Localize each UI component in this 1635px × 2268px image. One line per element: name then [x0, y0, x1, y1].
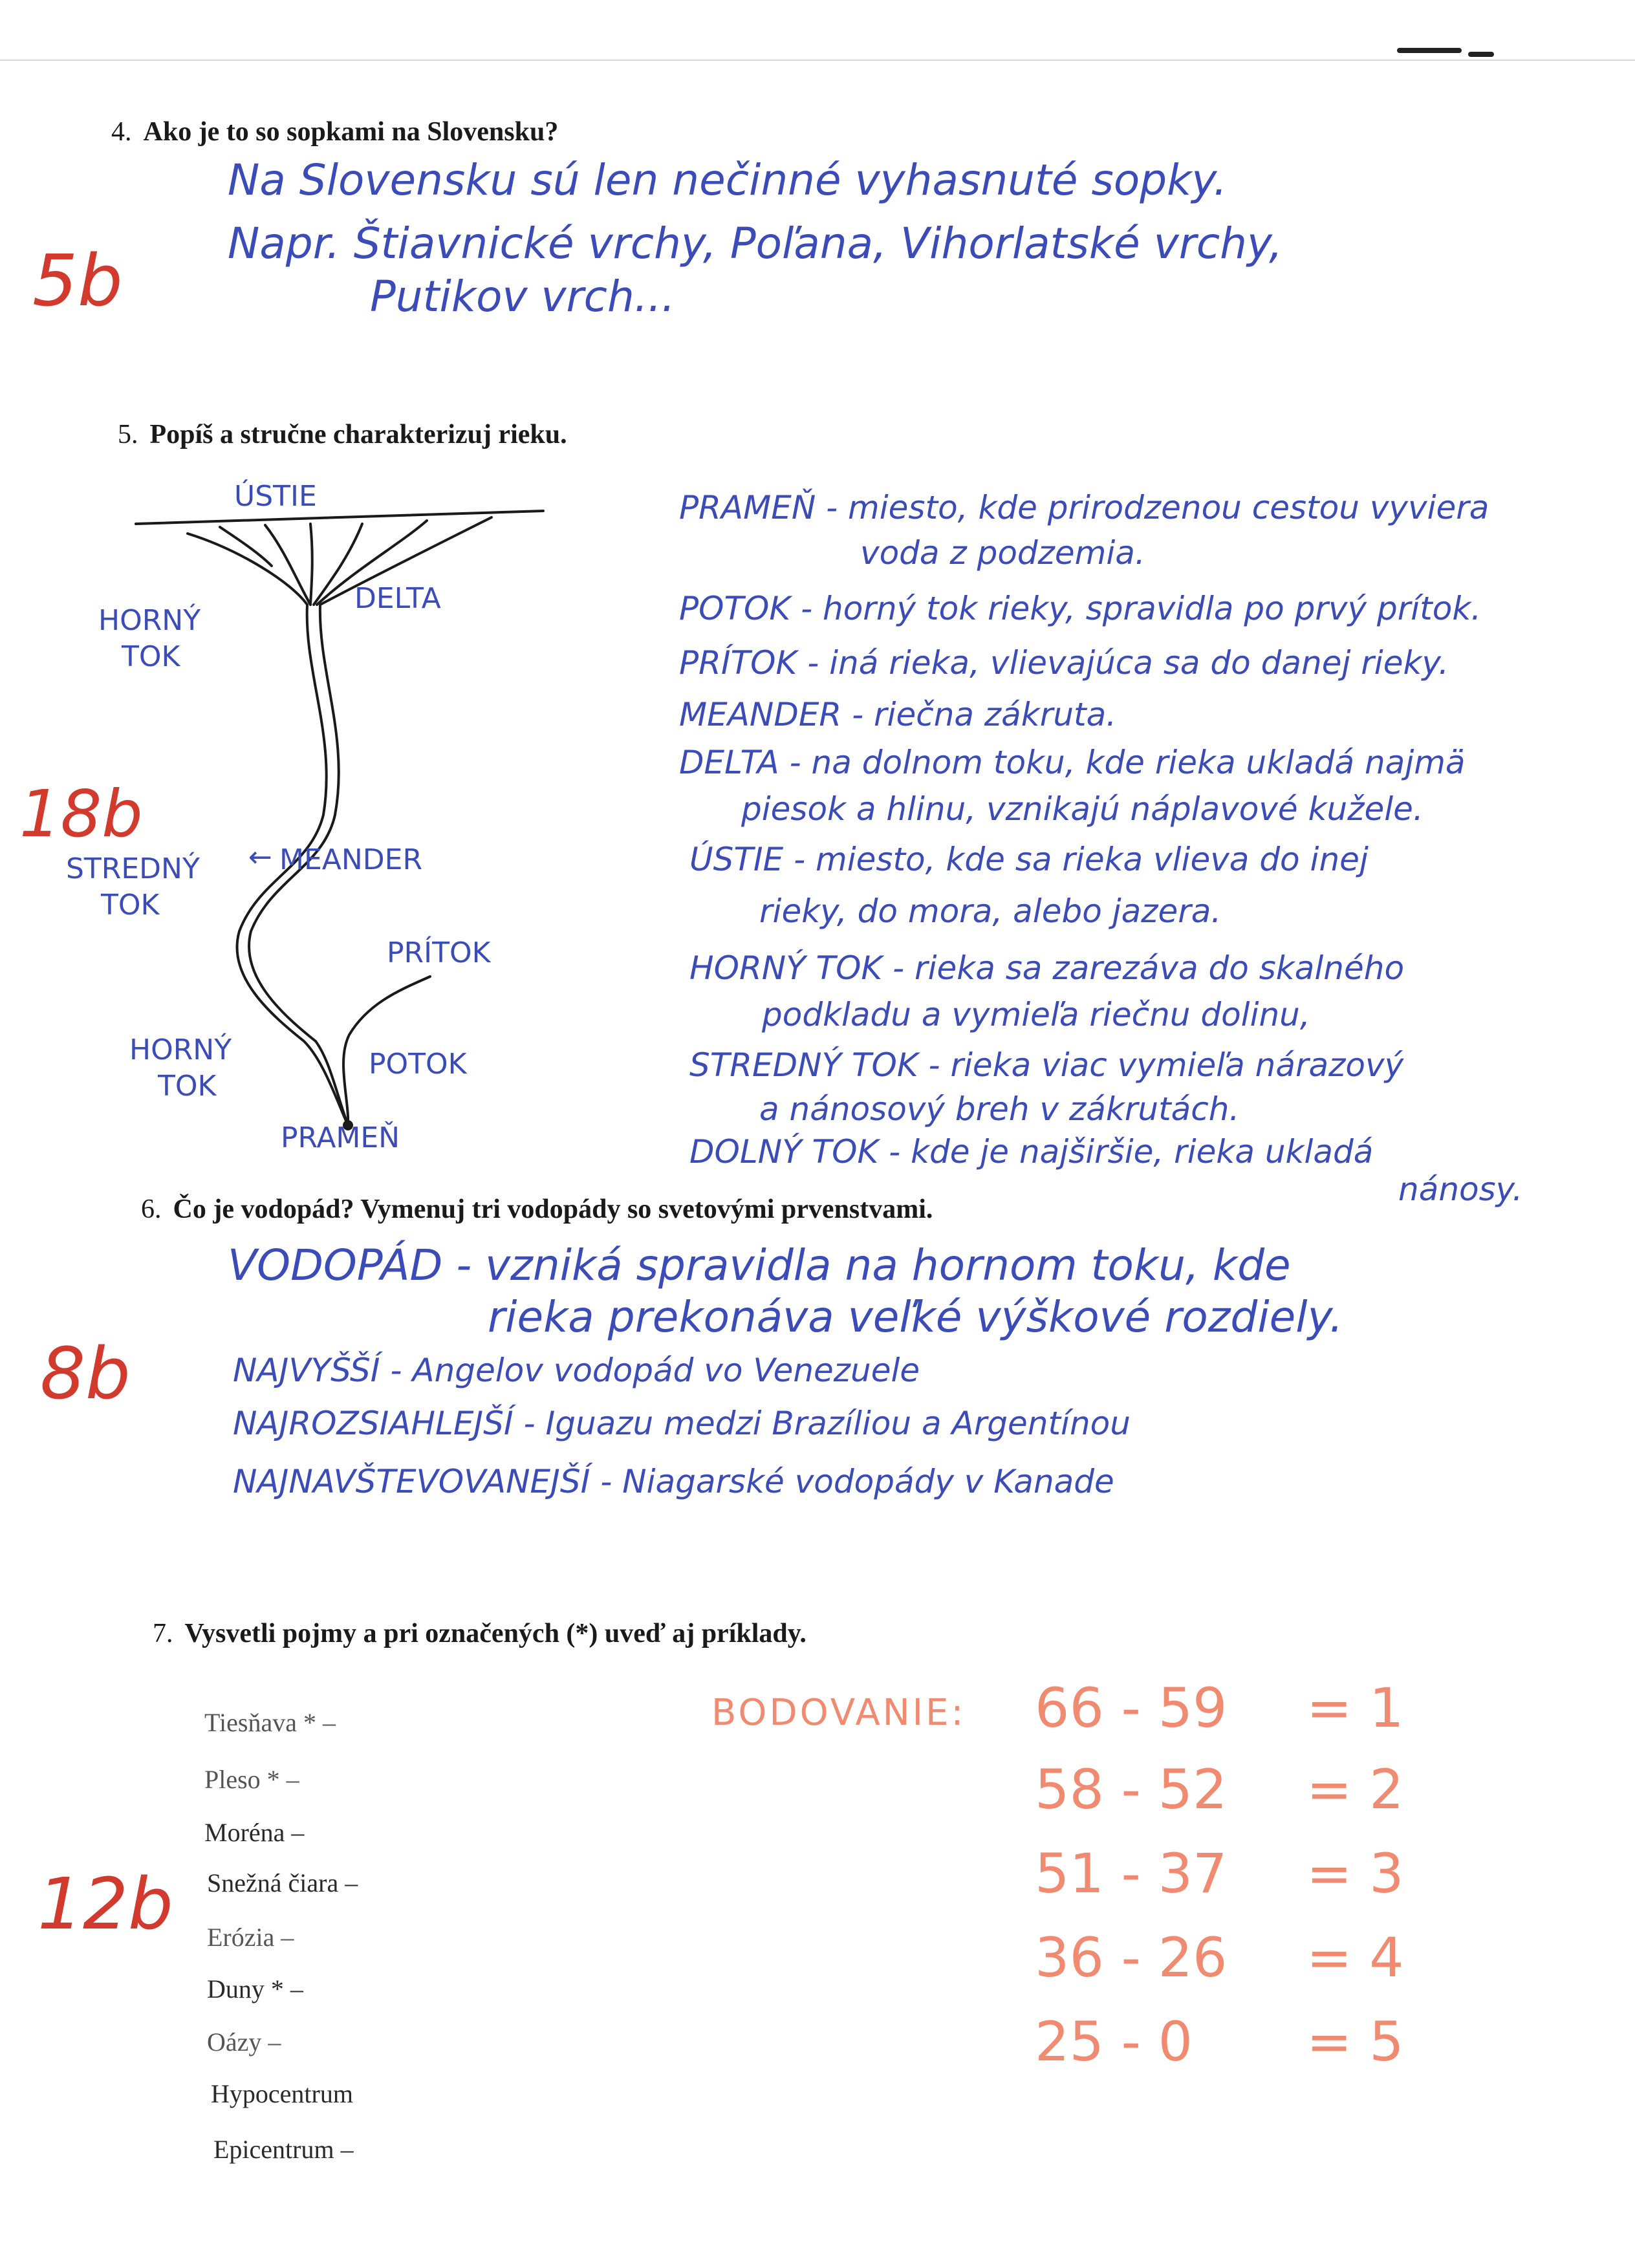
question-6 [141, 1194, 933, 1225]
answer-line: voda z podzemia. [860, 534, 1145, 572]
term-item: Epicentrum – [213, 2135, 354, 2164]
label-pritok: PRÍTOK [387, 936, 491, 969]
term-item: Pleso * – [204, 1765, 299, 1794]
answer-line: PRÍTOK - iná rieka, vlievajúca sa do danej rieky. [679, 644, 1449, 682]
answer-line: PRAMEŇ - miesto, kde prirodzenou cestou vyviera [679, 489, 1489, 526]
term-item: Erózia – [207, 1923, 294, 1952]
answer-line: NAJVYŠŠÍ - Angelov vodopád vo Venezuele [233, 1352, 920, 1389]
term-item: Duny * – [207, 1974, 303, 2003]
label-horny-tok-top: HORNÝ [98, 604, 201, 637]
grading-grade: = 4 [1306, 1926, 1404, 1989]
grading-grade: = 3 [1306, 1842, 1404, 1905]
term-item: Snežná čiara – [207, 1868, 358, 1897]
answer-line: STREDNÝ TOK - rieka viac vymieľa nárazový [689, 1046, 1404, 1084]
answer-line: piesok a hlinu, vznikajú náplavové kužele. [741, 790, 1424, 828]
label-meander: MEANDER [279, 843, 423, 876]
question-text: Čo je vodopád? Vymenuj tri vodopády so svetovými prvenstvami. [173, 1194, 933, 1224]
answer-line: DELTA - na dolnom toku, kde rieka ukladá najmä [679, 744, 1466, 781]
label-potok: POTOK [369, 1048, 467, 1081]
label-stredny-tok: STREDNÝ [66, 852, 200, 885]
question-4 [111, 116, 558, 147]
question-7 [153, 1618, 807, 1649]
scan-mark [1468, 52, 1494, 57]
question-5 [118, 419, 567, 450]
answer-line: MEANDER - riečna zákruta. [679, 696, 1117, 733]
delta-arm [310, 524, 312, 605]
label-ustie: ÚSTIE [234, 480, 317, 513]
grading-grade: = 1 [1306, 1676, 1404, 1740]
label-pramen: PRAMEŇ [281, 1121, 400, 1154]
score-q7: 12b [38, 1863, 173, 1945]
delta-arm [220, 527, 272, 566]
term-item: Moréna – [204, 1818, 305, 1847]
answer-line: POTOK - horný tok rieky, spravidla po prvý prítok. [679, 590, 1482, 627]
answer-line: podkladu a vymieľa riečnu dolinu, [762, 996, 1310, 1033]
grading-range: 66 - 59 [1035, 1676, 1228, 1740]
grading-range: 36 - 26 [1035, 1926, 1228, 1989]
question-number: 5. [118, 420, 138, 449]
grading-range: 58 - 52 [1035, 1758, 1228, 1821]
score-q6: 8b [40, 1332, 131, 1415]
grading-grade: = 5 [1306, 2010, 1404, 2073]
answer-line: rieky, do mora, alebo jazera. [759, 892, 1222, 930]
term-item: Tiesňava * – [204, 1708, 336, 1737]
score-q5: 18b [19, 776, 143, 852]
answer-line: Napr. Štiavnické vrchy, Poľana, Vihorlatské vrchy, [228, 219, 1283, 268]
question-number: 6. [141, 1194, 162, 1224]
scan-edge-line [0, 59, 1635, 61]
answer-line: HORNÝ TOK - rieka sa zarezáva do skalného [689, 949, 1405, 987]
question-text: Popíš a stručne charakterizuj rieku. [149, 420, 567, 449]
question-number: 7. [153, 1619, 173, 1648]
grading-grade: = 2 [1306, 1758, 1404, 1821]
answer-line: Na Slovensku sú len nečinné vyhasnuté sopky. [228, 155, 1228, 205]
answer-line: a nánosový breh v zákrutách. [759, 1090, 1240, 1128]
answer-line: NAJROZSIAHLEJŠÍ - Iguazu medzi Brazíliou a Argentínou [233, 1405, 1131, 1442]
label-stredny-tok-2: TOK [101, 889, 160, 922]
label-horny-tok-bottom: HORNÝ [129, 1033, 232, 1066]
term-item: Oázy – [207, 2027, 281, 2057]
answer-line: Putikov vrch... [370, 272, 675, 321]
label-horny-tok-top-2: TOK [122, 640, 180, 673]
question-text: Vysvetli pojmy a pri označených (*) uveď aj príklady. [184, 1619, 807, 1648]
scan-mark [1397, 48, 1462, 53]
answer-line: rieka prekonáva veľké výškové rozdiely. [488, 1292, 1343, 1342]
score-q4: 5b [32, 239, 123, 322]
answer-line: VODOPÁD - vzniká spravidla na hornom toku, kde [228, 1240, 1291, 1290]
grading-range: 25 - 0 [1035, 2010, 1193, 2073]
answer-line: ÚSTIE - miesto, kde sa rieka vlieva do inej [689, 841, 1369, 878]
river-main-bank [249, 605, 339, 1041]
label-delta: DELTA [354, 582, 441, 615]
delta-arm [188, 534, 307, 605]
question-number: 4. [111, 117, 132, 147]
grading-range: 51 - 37 [1035, 1842, 1228, 1905]
grading-title: BODOVANIE: [711, 1692, 966, 1734]
meander-arrow: ← [248, 841, 272, 874]
term-item: Hypocentrum [211, 2079, 353, 2108]
label-horny-tok-bottom-2: TOK [158, 1070, 217, 1103]
answer-line: DOLNÝ TOK - kde je najširšie, rieka ukladá [689, 1133, 1374, 1171]
answer-line: NAJNAVŠTEVOVANEJŠÍ - Niagarské vodopády v Kanade [233, 1463, 1114, 1500]
question-text: Ako je to so sopkami na Slovensku? [143, 117, 559, 147]
answer-line: nánosy. [1398, 1171, 1523, 1208]
